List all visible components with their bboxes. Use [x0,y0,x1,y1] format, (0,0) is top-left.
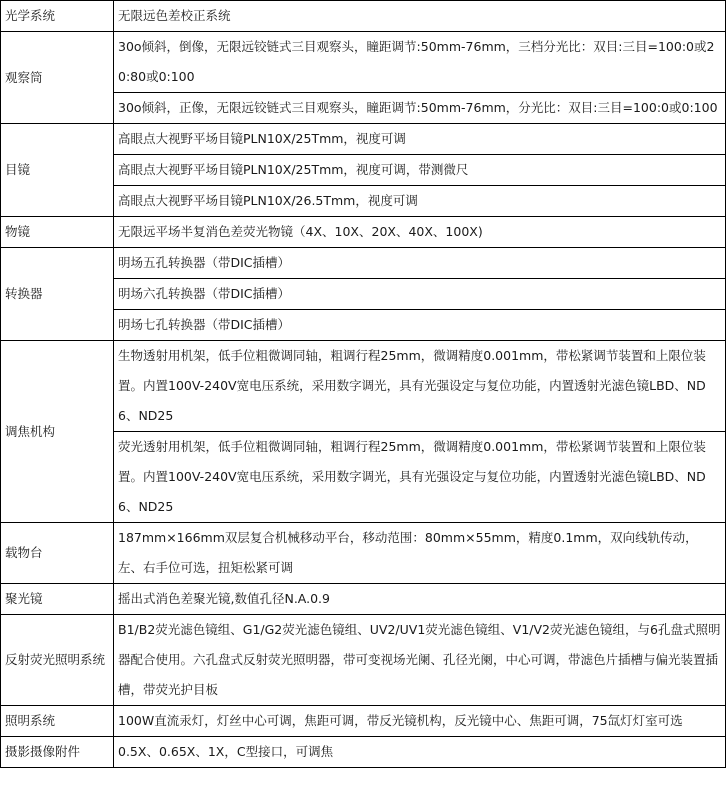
row-label: 照明系统 [1,706,114,737]
spec-value: 摇出式消色差聚光镜,数值孔径N.A.0.9 [114,584,726,615]
spec-value: 高眼点大视野平场目镜PLN10X/26.5Tmm，视度可调 [114,186,726,217]
table-row [1,523,726,584]
row-label: 载物台 [1,523,114,584]
spec-value: 无限远色差校正系统 [114,1,726,32]
table-row [1,615,726,706]
spec-table-body [1,1,726,768]
row-label: 反射荧光照明系统 [1,615,114,706]
table-row [1,341,726,432]
spec-value: 高眼点大视野平场目镜PLN10X/25Tmm，视度可调，带测微尺 [114,155,726,186]
spec-value: 明场五孔转换器（带DIC插槽） [114,248,726,279]
table-row [1,584,726,615]
row-label: 目镜 [1,124,114,217]
row-label: 调焦机构 [1,341,114,523]
spec-value: 187mm×166mm双层复合机械移动平台，移动范围：80mm×55mm，精度0.1mm，双向线轨传动，左、右手位可选，扭矩松紧可调 [114,523,726,584]
spec-value: 100W直流汞灯，灯丝中心可调，焦距可调，带反光镜机构，反光镜中心、焦距可调，75氙灯灯室可选 [114,706,726,737]
spec-value: 30o倾斜，正像，无限远铰链式三目观察头，瞳距调节:50mm-76mm，分光比：双目:三目=100:0或0:100 [114,93,726,124]
spec-value: 30o倾斜，倒像，无限远铰链式三目观察头，瞳距调节:50mm-76mm，三档分光比：双目:三目=100:0或20:80或0:100 [114,32,726,93]
row-label: 光学系统 [1,1,114,32]
row-label: 观察筒 [1,32,114,124]
table-row [1,706,726,737]
row-label: 物镜 [1,217,114,248]
table-row [1,248,726,279]
table-row [1,217,726,248]
spec-value: 高眼点大视野平场目镜PLN10X/25Tmm，视度可调 [114,124,726,155]
spec-value: 0.5X、0.65X、1X，C型接口，可调焦 [114,737,726,768]
row-label: 转换器 [1,248,114,341]
table-row [1,1,726,32]
spec-value: 明场七孔转换器（带DIC插槽） [114,310,726,341]
row-label: 聚光镜 [1,584,114,615]
table-row [1,737,726,768]
table-row [1,124,726,155]
row-label: 摄影摄像附件 [1,737,114,768]
table-row [1,32,726,93]
spec-value: 无限远平场半复消色差荧光物镜（4X、10X、20X、40X、100X) [114,217,726,248]
spec-value: 明场六孔转换器（带DIC插槽） [114,279,726,310]
spec-value: B1/B2荧光滤色镜组、G1/G2荧光滤色镜组、UV2/UV1荧光滤色镜组、V1/V2荧光滤色镜组，与6孔盘式照明器配合使用。六孔盘式反射荧光照明器，带可变视场光阑、孔径光阑，中心可调，带滤色片插槽与偏光装置插槽，带荧光护目板 [114,615,726,706]
spec-value: 生物透射用机架，低手位粗微调同轴，粗调行程25mm，微调精度0.001mm，带松紧调节装置和上限位装置。内置100V-240V宽电压系统，采用数字调光，具有光强设定与复位功能，内置透射光滤色镜LBD、ND6、ND25 [114,341,726,432]
spec-value: 荧光透射用机架，低手位粗微调同轴，粗调行程25mm，微调精度0.001mm，带松紧调节装置和上限位装置。内置100V-240V宽电压系统，采用数字调光，具有光强设定与复位功能，内置透射光滤色镜LBD、ND6、ND25 [114,432,726,523]
